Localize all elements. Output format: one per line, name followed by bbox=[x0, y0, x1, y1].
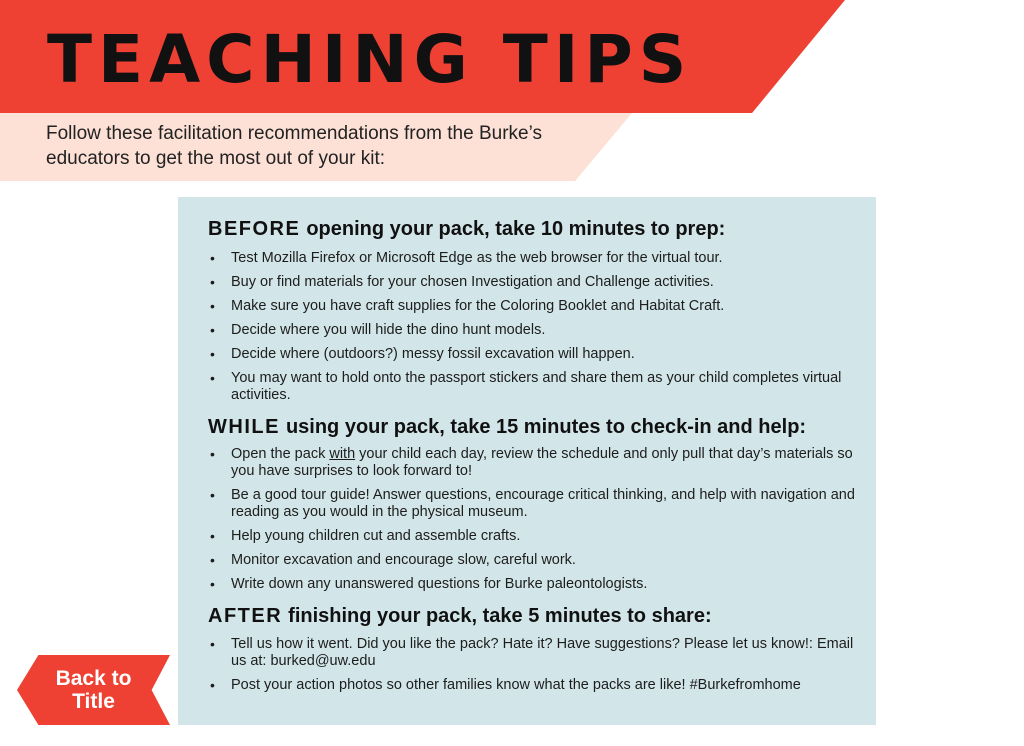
page-title: TEACHING TIPS bbox=[47, 21, 693, 98]
list-item bbox=[208, 446, 858, 480]
back-to-title-text: Back to Title bbox=[55, 667, 132, 713]
list-item-text: your child each day, review the schedule and only pull that day’s materials so you have surprises to look forward to! bbox=[231, 446, 853, 479]
page-subtitle: Follow these facilitation recommendations from the Burke’s educators to get the most out of your kit: bbox=[46, 123, 542, 169]
list-item: • Monitor excavation and encourage slow, careful work. bbox=[208, 552, 858, 569]
section-keyword: WHILE bbox=[208, 416, 280, 438]
section-heading-while bbox=[208, 416, 806, 439]
list-item: • Decide where you will hide the dino hunt models. bbox=[208, 322, 858, 339]
list-item: • Buy or find materials for your chosen Investigation and Challenge activities. bbox=[208, 274, 858, 291]
list-item-underlined: with bbox=[329, 446, 356, 462]
list-item: • Make sure you have craft supplies for the Coloring Booklet and Habitat Craft. bbox=[208, 298, 858, 315]
after-list bbox=[208, 636, 858, 701]
section-keyword: AFTER bbox=[208, 605, 283, 627]
before-list bbox=[208, 250, 858, 411]
list-item: • Help young children cut and assemble crafts. bbox=[208, 528, 858, 545]
back-to-title-label[interactable] bbox=[17, 655, 170, 725]
list-item: • Post your action photos so other families know what the packs are like! #Burkefromhome bbox=[208, 677, 858, 694]
list-item: • Write down any unanswered questions for Burke paleontologists. bbox=[208, 576, 858, 593]
list-item: • Decide where (outdoors?) messy fossil excavation will happen. bbox=[208, 346, 858, 363]
section-heading-after bbox=[208, 605, 712, 628]
list-item: • Be a good tour guide! Answer questions, encourage critical thinking, and help with navigation and reading as you would in the physical museum. bbox=[208, 487, 858, 521]
list-item-text: Open the pack bbox=[231, 446, 330, 462]
section-heading-text: opening your pack, take 10 minutes to prep: bbox=[306, 218, 726, 240]
section-heading-text: using your pack, take 15 minutes to check-in and help: bbox=[285, 416, 807, 438]
section-keyword: BEFORE bbox=[208, 218, 301, 240]
section-heading-text: finishing your pack, take 5 minutes to share: bbox=[288, 605, 712, 627]
while-list bbox=[208, 446, 858, 600]
list-item: • You may want to hold onto the passport stickers and share them as your child completes virtual activities. bbox=[208, 370, 858, 404]
list-item: • Tell us how it went. Did you like the pack? Hate it? Have suggestions? Please let us know!: Email us at: burked@uw.edu bbox=[208, 636, 858, 670]
list-item: • Test Mozilla Firefox or Microsoft Edge as the web browser for the virtual tour. bbox=[208, 250, 858, 267]
section-heading-before bbox=[208, 218, 725, 241]
